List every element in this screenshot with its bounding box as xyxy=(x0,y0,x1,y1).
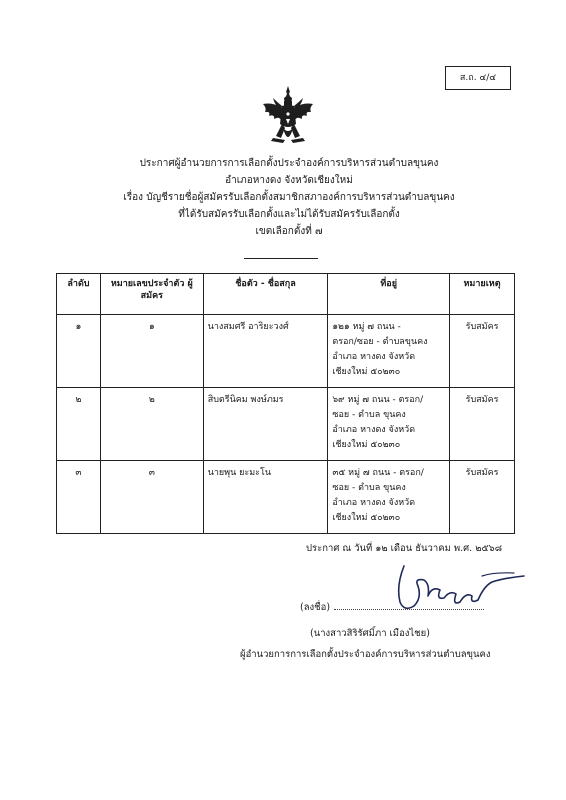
signer-name: (นางสาวสิริรัศมิ์ภา เมืองไชย) xyxy=(310,628,430,639)
signature-label: (ลงชื่อ) xyxy=(300,602,331,613)
address-line: เชียงใหม่ ๕๐๒๓๐ xyxy=(332,513,401,523)
cell-order: ๓ xyxy=(57,461,101,534)
signer-position: ผู้อำนวยการการเลือกตั้งประจำองค์การบริหารส่วนตำบลขุนคง xyxy=(240,649,491,660)
cell-name: สิบตรีนิคม พงษ์ภมร xyxy=(203,388,328,461)
address-line: อำเภอ หางดง จังหวัด xyxy=(332,425,416,435)
candidate-table xyxy=(56,273,515,534)
address-line: ตรอก/ซอย - ตำบลขุนคง xyxy=(332,337,428,347)
header-address: ที่อยู่ xyxy=(328,274,450,315)
address-line: อำเภอ หางดง จังหวัด xyxy=(332,352,416,362)
cell-address xyxy=(328,315,450,388)
header-name: ชื่อตัว - ชื่อสกุล xyxy=(203,274,328,315)
header-candidate-number: หมายเลขประจำตัว ผู้สมัคร xyxy=(100,274,203,315)
cell-address xyxy=(328,388,450,461)
garuda-emblem-icon xyxy=(259,84,317,148)
cell-address xyxy=(328,461,450,534)
address-line: เชียงใหม่ ๕๐๒๓๐ xyxy=(332,367,401,377)
address-line: ๖๙ หมู่ ๗ ถนน - ตรอก/ xyxy=(332,395,424,405)
header-remark: หมายเหตุ xyxy=(450,274,515,315)
announcement-heading xyxy=(80,155,498,240)
cell-name: นายพุน ยะมะโน xyxy=(203,461,328,534)
address-line: ซอย - ตำบล ขุนคง xyxy=(332,410,406,420)
cell-candidate-number: ๒ xyxy=(100,388,203,461)
heading-line-3: เรื่อง บัญชีรายชื่อผู้สมัครรับเลือกตั้งสมาชิกสภาองค์การบริหารส่วนตำบลขุนคง xyxy=(123,192,455,203)
table-row xyxy=(57,461,515,534)
cell-candidate-number: ๑ xyxy=(100,315,203,388)
address-line: เชียงใหม่ ๕๐๒๓๐ xyxy=(332,440,401,450)
announcement-date: ประกาศ ณ วันที่ ๑๒ เดือน ธันวาคม พ.ศ. ๒๕๖๘ xyxy=(306,543,503,554)
table-row xyxy=(57,388,515,461)
cell-remark: รับสมัคร xyxy=(450,461,515,534)
address-line: ซอย - ตำบล ขุนคง xyxy=(332,483,406,493)
heading-line-5: เขตเลือกตั้งที่ ๗ xyxy=(255,226,323,237)
divider-line xyxy=(244,258,318,259)
heading-line-4: ที่ได้รับสมัครรับเลือกตั้งและไม่ได้รับสมัครรับเลือกตั้ง xyxy=(178,209,400,220)
cell-order: ๑ xyxy=(57,315,101,388)
signature-line xyxy=(334,598,484,610)
cell-name: นางสมศรี อาริยะวงศ์ xyxy=(203,315,328,388)
table-row xyxy=(57,315,515,388)
cell-candidate-number: ๓ xyxy=(100,461,203,534)
heading-line-2: อำเภอหางดง จังหวัดเชียงใหม่ xyxy=(225,175,353,186)
heading-line-1: ประกาศผู้อำนวยการการเลือกตั้งประจำองค์การบริหารส่วนตำบลขุนคง xyxy=(139,158,439,169)
address-line: ๓๕ หมู่ ๗ ถนน - ตรอก/ xyxy=(332,468,424,478)
header-order: ลำดับ xyxy=(57,274,101,315)
cell-order: ๒ xyxy=(57,388,101,461)
table-header-row xyxy=(57,274,515,315)
form-code-box: ส.ถ. ๔/๔ xyxy=(445,66,511,90)
cell-remark: รับสมัคร xyxy=(450,388,515,461)
cell-remark: รับสมัคร xyxy=(450,315,515,388)
address-line: อำเภอ หางดง จังหวัด xyxy=(332,498,416,508)
address-line: ๑๒๑ หมู่ ๗ ถนน - xyxy=(332,322,401,332)
